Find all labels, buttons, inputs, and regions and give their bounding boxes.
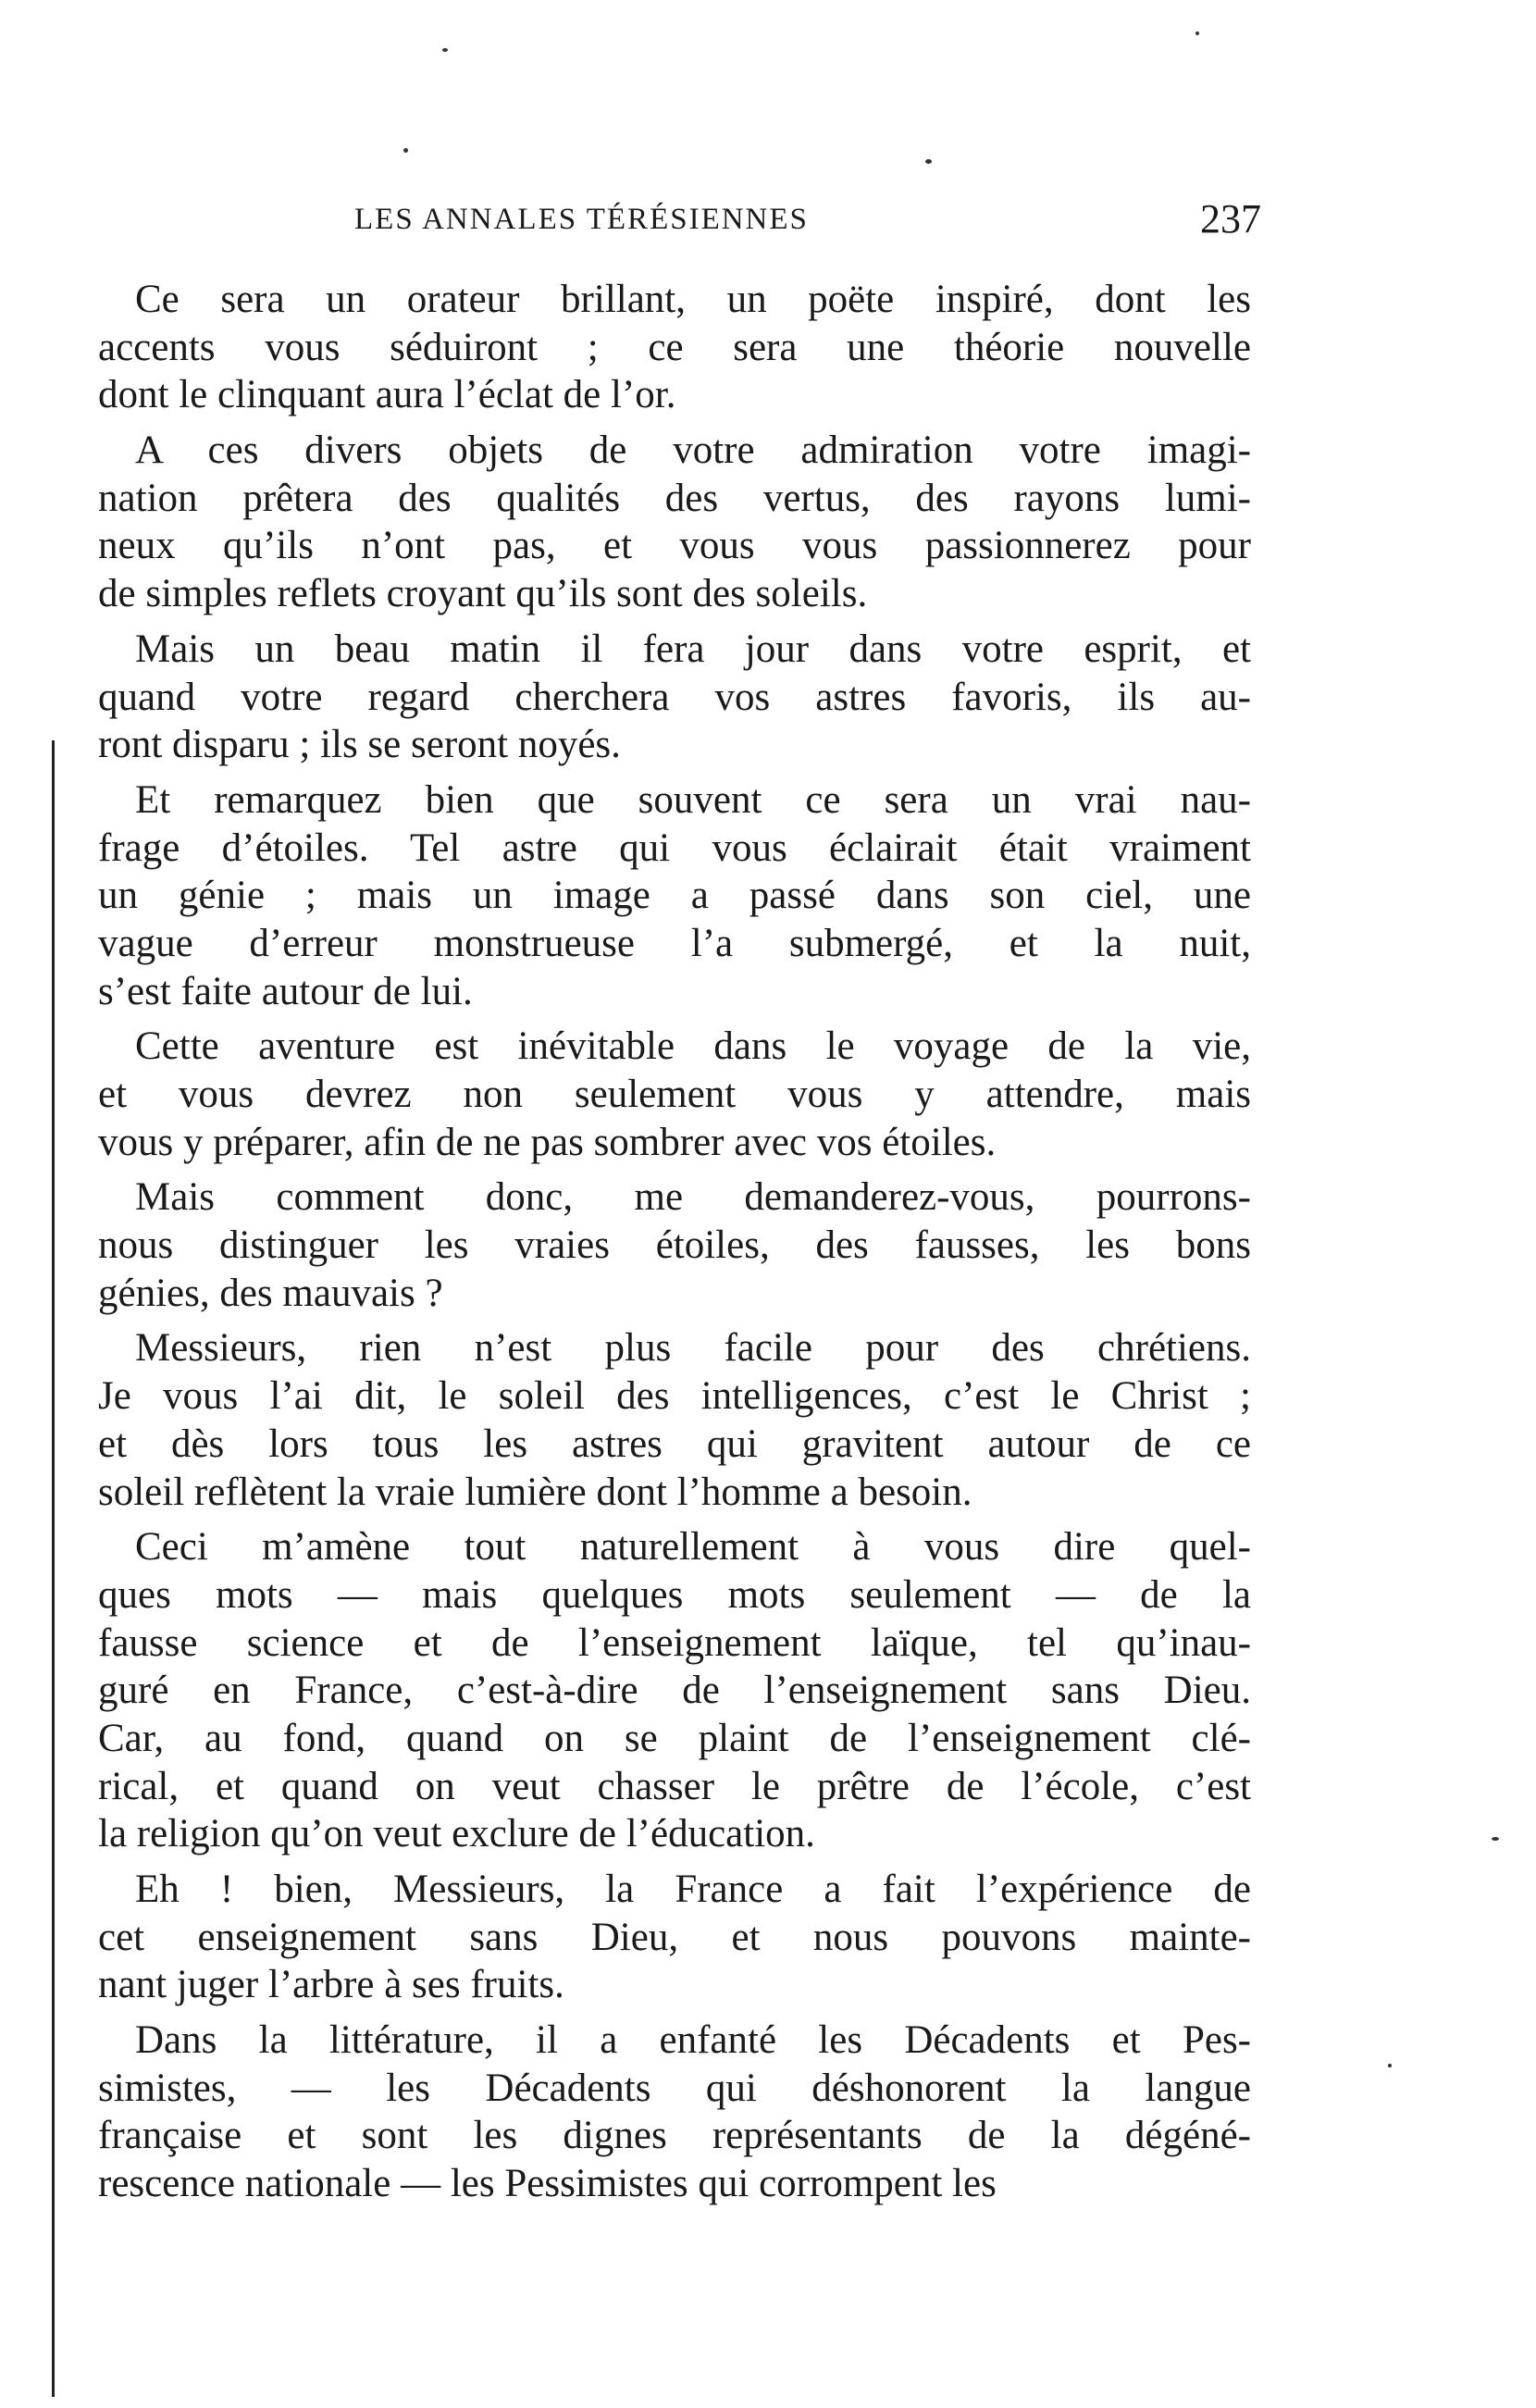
paragraph — [98, 1523, 1251, 1858]
scan-speck — [442, 48, 448, 52]
paragraph — [98, 776, 1251, 1015]
text-line: Ce sera un orateur brillant, un poëte inspiré, dont les — [135, 278, 1251, 321]
text-line: nant juger l’arbre à ses fruits. — [98, 1963, 564, 2007]
paragraph — [98, 626, 1251, 769]
paragraph — [98, 1023, 1251, 1166]
text-line: vague d’erreur monstrueuse l’a submergé, et la nuit, — [98, 921, 1251, 965]
body-text — [98, 276, 1251, 2216]
text-line: Cette aventure est inévitable dans le voyage de la vie, — [135, 1024, 1251, 1069]
text-line: dont le clinquant aura l’éclat de l’or. — [98, 373, 676, 417]
text-line: quand votre regard cherchera vos astres favoris, ils au- — [98, 675, 1251, 719]
running-head — [354, 196, 1261, 242]
paragraph — [98, 276, 1251, 419]
text-line: soleil reflètent la vraie lumière dont l’homme a besoin. — [98, 1470, 972, 1514]
text-line: nous distinguer les vraies étoiles, des fausses, les bons — [98, 1223, 1251, 1268]
paragraph — [98, 427, 1251, 618]
text-line: Messieurs, rien n’est plus facile pour des chrétiens. — [135, 1326, 1251, 1371]
text-line: accents vous séduiront ; ce sera une théorie nouvelle — [98, 325, 1251, 369]
text-line: Je vous l’ai dit, le soleil des intelligences, c’est le Christ ; — [98, 1374, 1251, 1419]
text-line: ront disparu ; ils se seront noyés. — [98, 723, 621, 767]
text-line: un génie ; mais un image a passé dans son ciel, une — [98, 874, 1251, 918]
text-line: guré en France, c’est-à-dire de l’enseignement sans Dieu. — [98, 1669, 1251, 1713]
text-line: Ceci m’amène tout naturellement à vous dire quel- — [135, 1525, 1251, 1570]
text-line: Mais comment donc, me demanderez-vous, pourrons- — [135, 1175, 1251, 1220]
text-line: simistes, — les Décadents qui déshonorent la langue — [98, 2066, 1251, 2110]
text-line: génies, des mauvais ? — [98, 1271, 443, 1315]
scan-speck — [1388, 2064, 1392, 2067]
margin-rule — [52, 740, 55, 2397]
text-line: fausse science et de l’enseignement laïque, tel qu’inau- — [98, 1620, 1251, 1665]
scan-speck — [925, 159, 932, 164]
page-number: 237 — [1200, 196, 1261, 242]
text-line: A ces divers objets de votre admiration votre imagi- — [135, 428, 1251, 473]
text-line: de simples reflets croyant qu’ils sont des soleils. — [98, 572, 868, 616]
scan-speck — [403, 148, 408, 153]
text-line: Car, au fond, quand on se plaint de l’enseignement clé- — [98, 1716, 1251, 1760]
text-line: neux qu’ils n’ont pas, et vous vous passionnerez pour — [98, 524, 1251, 568]
text-line: française et sont les dignes représentants de la dégéné- — [98, 2114, 1251, 2158]
text-line: s’est faite autour de lui. — [98, 969, 473, 1013]
text-line: et dès lors tous les astres qui gravitent autour de ce — [98, 1421, 1251, 1466]
text-line: Dans la littérature, il a enfanté les Décadents et Pes- — [135, 2018, 1251, 2063]
text-line: frage d’étoiles. Tel astre qui vous éclairait était vraiment — [98, 825, 1251, 870]
running-title: LES ANNALES TÉRÉSIENNES — [354, 203, 809, 236]
text-line: Et remarquez bien que souvent ce sera un vrai nau- — [135, 777, 1251, 822]
text-line: rescence nationale — les Pessimistes qui corrompent les — [98, 2162, 997, 2206]
text-line: et vous devrez non seulement vous y attendre, mais — [98, 1073, 1251, 1116]
paragraph — [98, 1866, 1251, 2009]
paragraph — [98, 2017, 1251, 2208]
text-line: cet enseignement sans Dieu, et nous pouvons mainte- — [98, 1915, 1251, 1959]
text-line: rical, et quand on veut chasser le prêtre de l’école, c’est — [98, 1764, 1251, 1808]
text-line: Eh ! bien, Messieurs, la France a fait l’expérience de — [135, 1868, 1251, 1911]
text-line: ques mots — mais quelques mots seulement — de la — [98, 1572, 1251, 1617]
paragraph — [98, 1173, 1251, 1317]
text-line: la religion qu’on veut exclure de l’éducation. — [98, 1812, 815, 1856]
text-line: vous y préparer, afin de ne pas sombrer avec vos étoiles. — [98, 1120, 997, 1164]
paragraph — [98, 1324, 1251, 1516]
text-line: nation prêtera des qualités des vertus, des rayons lumi- — [98, 476, 1251, 520]
scan-speck — [1492, 1837, 1499, 1841]
scan-speck — [1195, 31, 1199, 35]
text-line: Mais un beau matin il fera jour dans votre esprit, et — [135, 627, 1251, 671]
